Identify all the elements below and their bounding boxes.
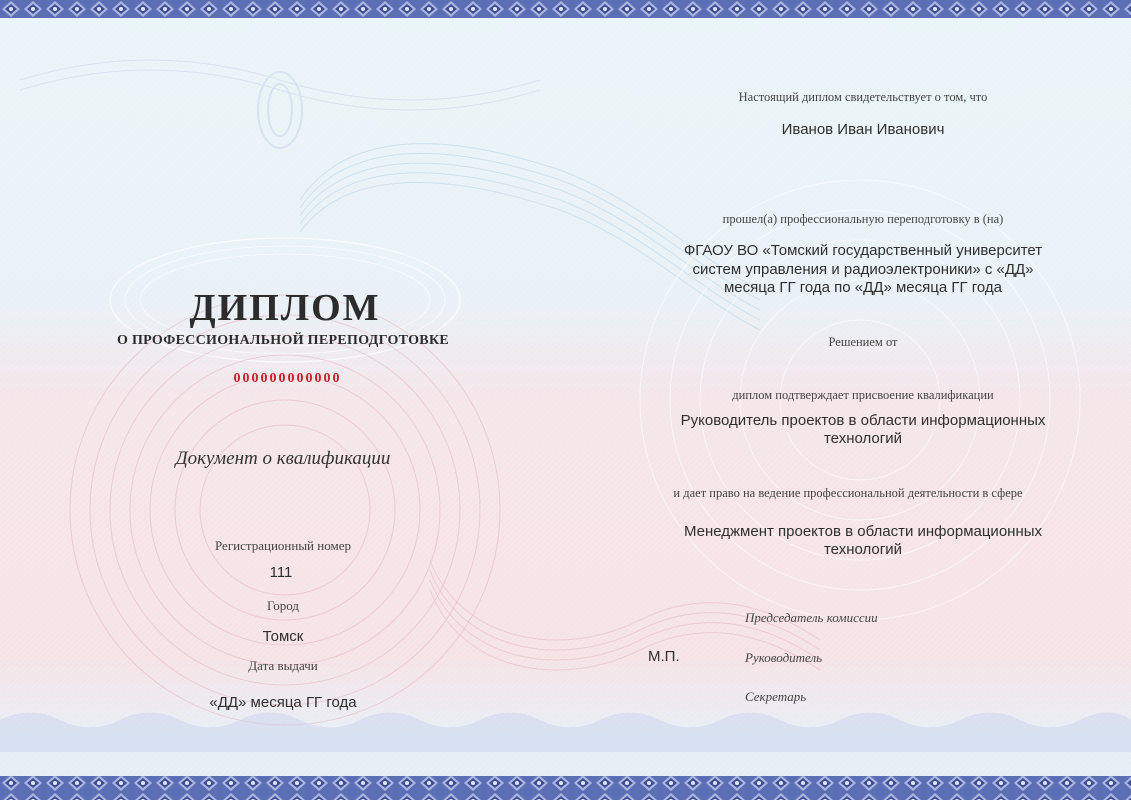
- document-type: Документ о квалификации: [175, 448, 391, 469]
- qualification-label: диплом подтверждает присвоение квалификации: [732, 388, 994, 402]
- head-label: Руководитель: [745, 650, 823, 665]
- diploma-title: ДИПЛОМ: [189, 287, 381, 329]
- institution-line-1: ФГАОУ ВО «Томский государственный университет: [683, 242, 1043, 259]
- issue-date-value: «ДД» месяца ГГ года: [209, 694, 357, 711]
- secretary-label: Секретарь: [745, 689, 807, 704]
- passed-label: прошел(а) профессиональную переподготовку в (на): [722, 212, 1004, 226]
- diploma-right-page: [565, 0, 1131, 800]
- institution-line-2: систем управления и радиоэлектроники» с «ДД»: [692, 261, 1034, 278]
- certifies-label: Настоящий диплом свидетельствует о том, что: [738, 90, 988, 104]
- sphere-line-1: Менеджмент проектов в области информационных: [683, 523, 1043, 540]
- diploma-subtitle: О ПРОФЕССИОНАЛЬНОЙ ПЕРЕПОДГОТОВКЕ: [116, 333, 450, 348]
- diploma-left-page: [0, 0, 565, 800]
- qualification-line-1: Руководитель проектов в области информационных: [680, 412, 1046, 429]
- city-value: Томск: [262, 628, 304, 645]
- qualification-line-2: технологий: [823, 430, 902, 447]
- institution-line-3: месяца ГГ года по «ДД» месяца ГГ года: [723, 279, 1003, 296]
- stamp-place-label: М.П.: [648, 648, 680, 665]
- registration-number-label: Регистрационный номер: [215, 538, 351, 553]
- right-label: и дает право на ведение профессиональной деятельности в сфере: [673, 486, 1023, 500]
- sphere-line-2: технологий: [823, 541, 902, 558]
- holder-name: Иванов Иван Иванович: [781, 121, 945, 138]
- issue-date-label: Дата выдачи: [248, 658, 318, 673]
- city-label: Город: [266, 598, 300, 613]
- serial-number: 000000000000: [233, 371, 342, 386]
- registration-number-value: 111: [269, 564, 293, 581]
- decision-label: Решением от: [828, 335, 898, 349]
- chairman-label: Председатель комиссии: [745, 610, 878, 625]
